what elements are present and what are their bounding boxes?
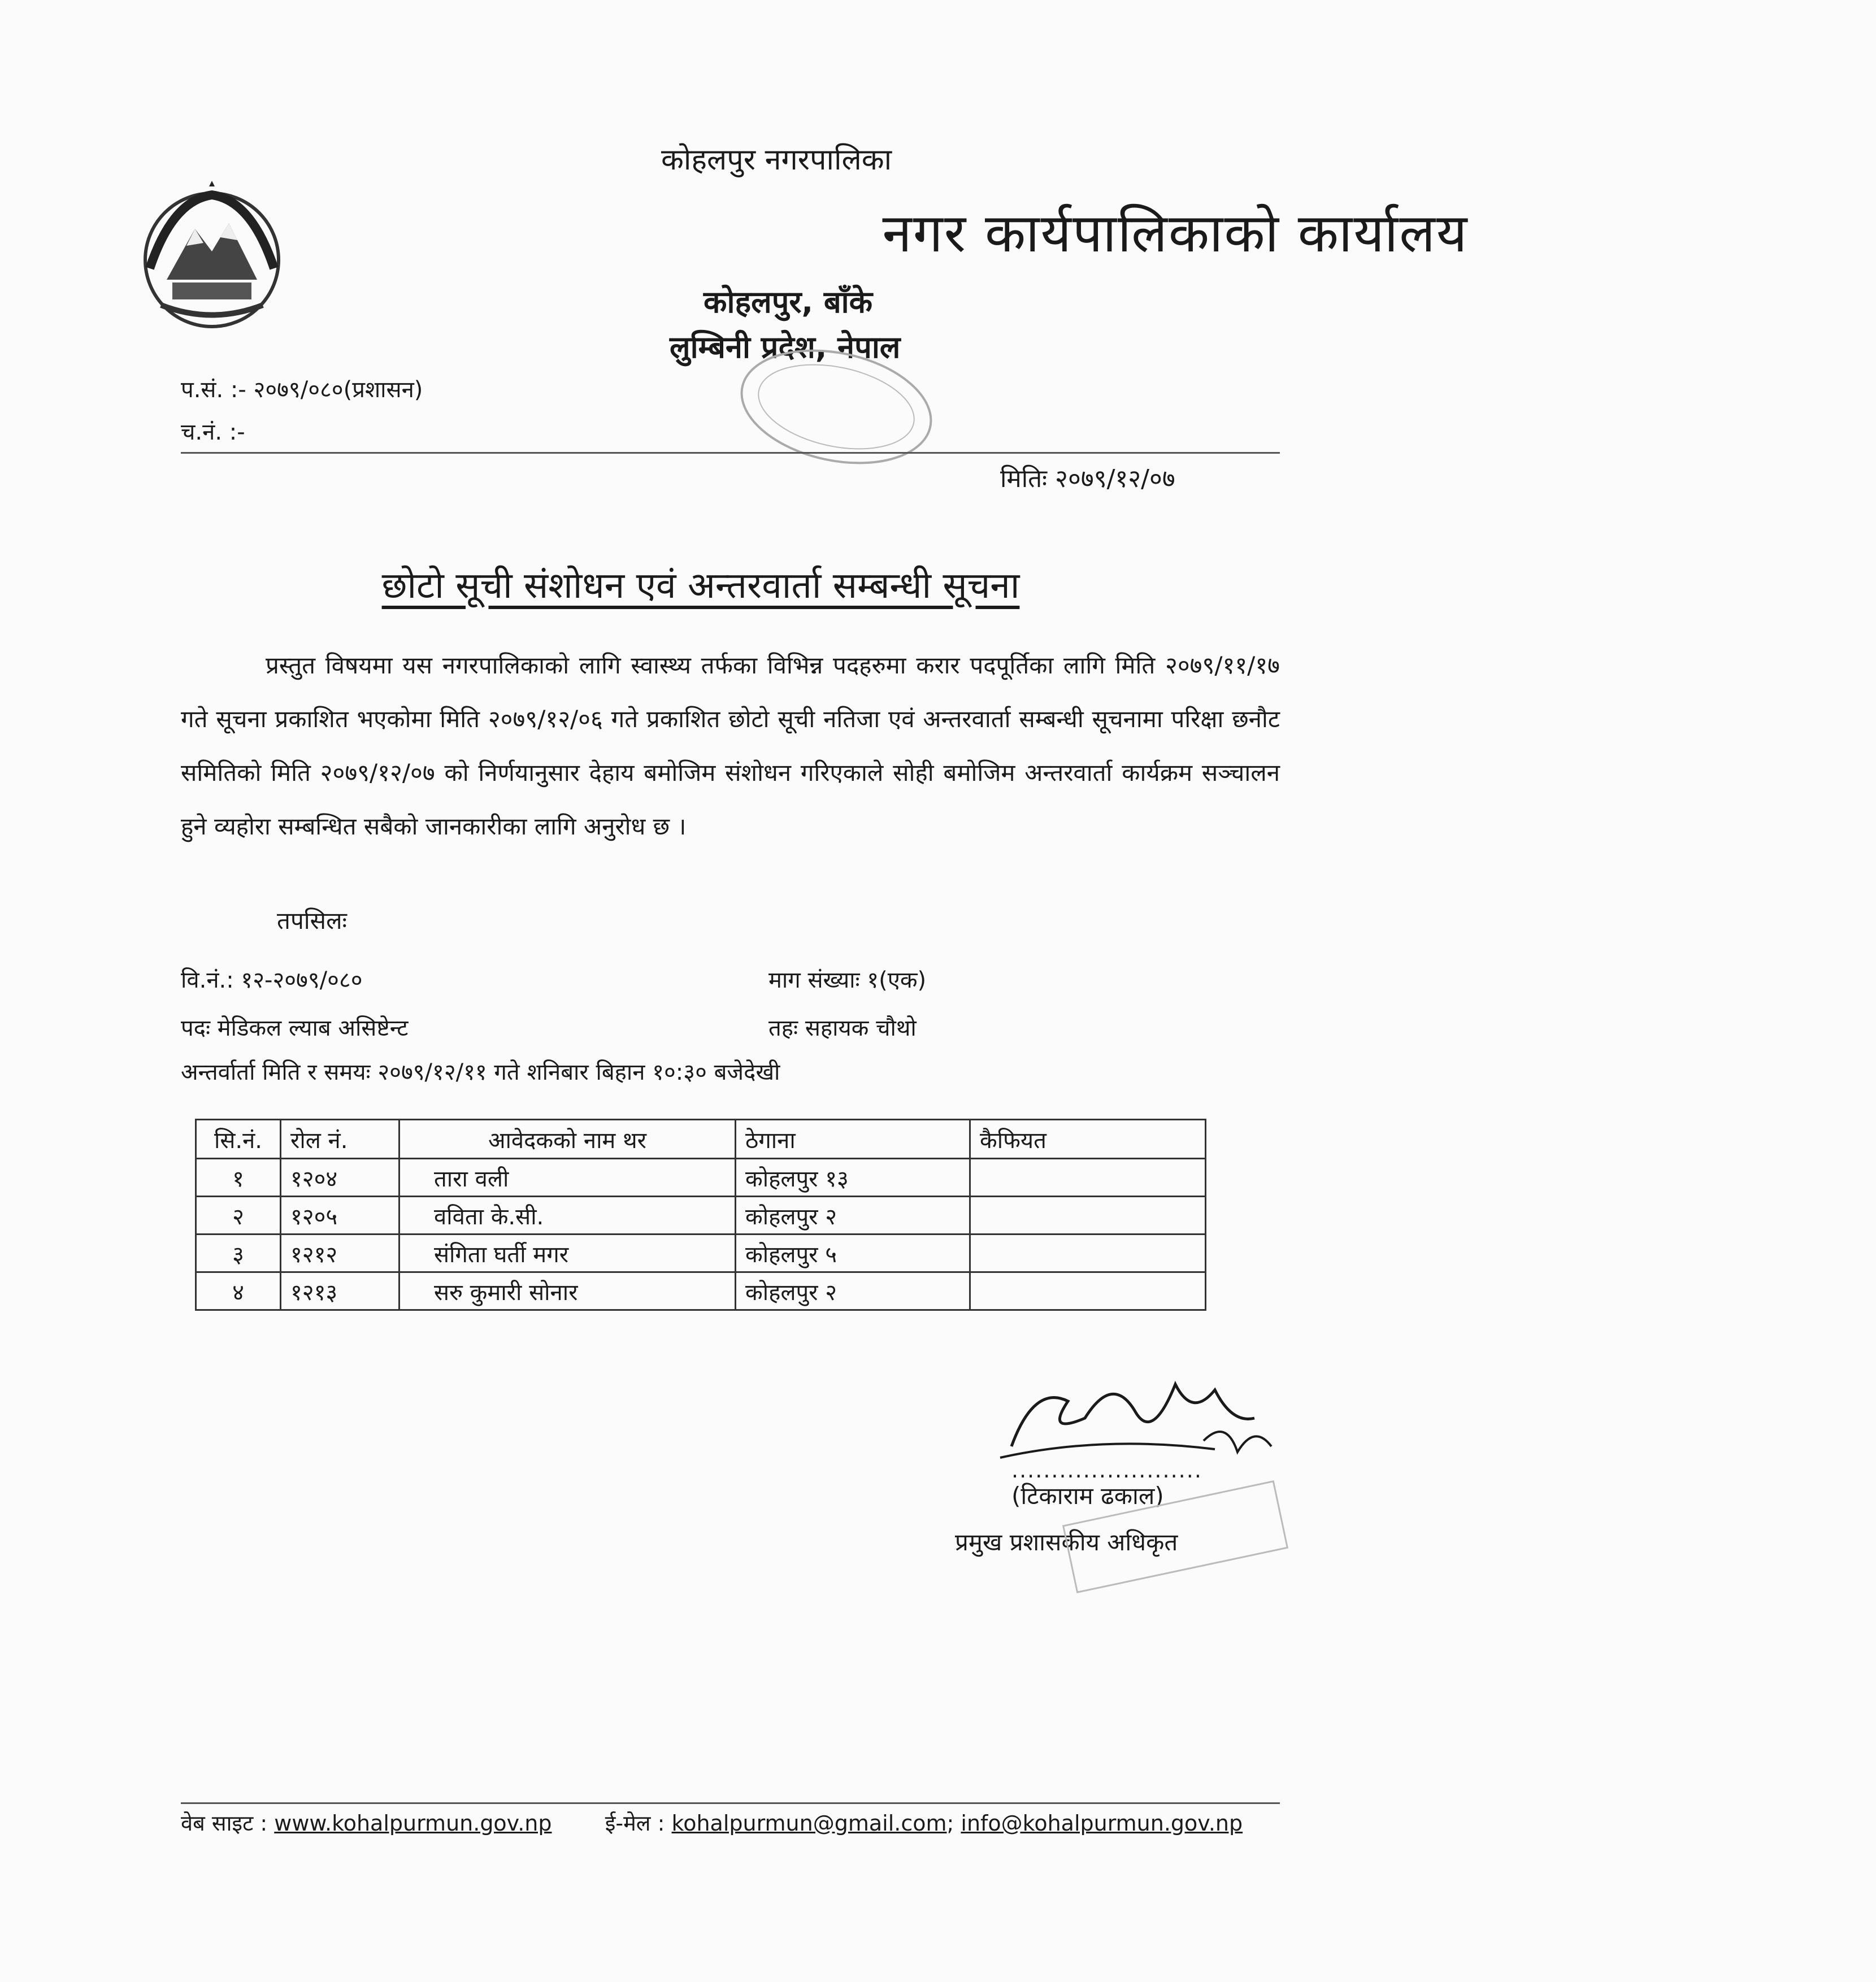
cell-serial: १ [196, 1159, 281, 1197]
cell-name: वविता के.सी. [399, 1197, 736, 1235]
signature-dots: ........................ [1011, 1458, 1202, 1483]
cell-serial: २ [196, 1197, 281, 1235]
column-header: रोल नं. [281, 1120, 399, 1159]
cell-address: कोहलपुर २ [736, 1197, 970, 1235]
interview-schedule: अन्तर्वार्ता मिति र समयः २०७९/१२/११ गते शनिबार बिहान १०:३० बजेदेखी [181, 1059, 780, 1085]
cell-serial: ४ [196, 1272, 281, 1310]
table-row [196, 1235, 1206, 1272]
notice-body: प्रस्तुत विषयमा यस नगरपालिकाको लागि स्वास्थ्य तर्फका विभिन्न पदहरुमा करार पदपूर्तिका लागि मिति २०७९/११/१७ गते सूचना प्रकाशित भएकोमा मिति २०७९/१२/०६ गते प्रकाशित छोटो सूची नतिजा एवं अन्तरवार्ता सम्बन्धी सूचनामा परिक्षा छनौट समितिको मिति २०७९/१२/०७ को निर्णयानुसार देहाय बमोजिम संशोधन गरिएकाले सोही बमोजिम अन्तरवार्ता कार्यक्रम सञ्चालन हुने व्यहोरा सम्बन्धित सबैको जानकारीका लागि अनुरोध छ । [181, 651, 1280, 840]
post-name: पदः मेडिकल ल्याब असिष्टेन्ट [181, 1015, 409, 1041]
cell-address: कोहलपुर १३ [736, 1159, 970, 1197]
handwritten-signature [989, 1350, 1283, 1483]
candidate-table [195, 1119, 1206, 1311]
table-header-row [196, 1120, 1206, 1159]
cell-remarks [970, 1235, 1206, 1272]
footer [181, 1808, 1243, 1837]
office-title: नगर कार्यपालिकाको कार्यालय [882, 203, 1469, 264]
demand-count: माग संख्याः १(एक) [768, 967, 927, 993]
address-line-1: कोहलपुर, बाँके [704, 284, 873, 320]
email-link-1[interactable]: kohalpurmun@gmail.com [671, 1811, 947, 1836]
post-level: तहः सहायक चौथो [768, 1015, 917, 1041]
table-row [196, 1197, 1206, 1235]
cell-roll: १२०४ [281, 1159, 399, 1197]
signer-title: प्रमुख प्रशासकीय अधिकृत [955, 1528, 1178, 1556]
address-line-2: लुम्बिनी प्रदेश, नेपाल [670, 329, 901, 365]
nepal-emblem-logo [133, 184, 291, 333]
notice-subject: छोटो सूची संशोधन एवं अन्तरवार्ता सम्बन्धी सूचना [381, 565, 1020, 607]
cell-serial: ३ [196, 1235, 281, 1272]
advertisement-number: वि.नं.: १२-२०७९/०८० [181, 967, 363, 993]
notice-date: मितिः २०७९/१२/०७ [1000, 464, 1175, 493]
email-separator: ; [946, 1811, 954, 1836]
email-link-2[interactable]: info@kohalpurmun.gov.np [961, 1811, 1243, 1836]
column-header: कैफियत [970, 1120, 1206, 1159]
municipality-name: कोहलपुर नगरपालिका [661, 143, 892, 177]
reference-number: प.सं. :- २०७९/०८०(प्रशासन) [181, 377, 423, 403]
table-row [196, 1159, 1206, 1197]
signer-name: (टिकाराम ढकाल) [1011, 1482, 1164, 1510]
cell-name: सरु कुमारी सोनार [399, 1272, 736, 1310]
cell-address: कोहलपुर २ [736, 1272, 970, 1310]
column-header: ठेगाना [736, 1120, 970, 1159]
website-label: वेब साइट : [181, 1811, 268, 1836]
details-heading: तपसिलः [277, 907, 348, 935]
cell-roll: १२१३ [281, 1272, 399, 1310]
email-label: ई-मेल : [605, 1811, 665, 1836]
cell-roll: १२१२ [281, 1235, 399, 1272]
cell-remarks [970, 1197, 1206, 1235]
table-row [196, 1272, 1206, 1310]
cell-name: संगिता घर्ती मगर [399, 1235, 736, 1272]
dispatch-number: च.नं. :- [181, 419, 245, 445]
column-header: सि.नं. [196, 1120, 281, 1159]
footer-divider [181, 1802, 1280, 1804]
cell-remarks [970, 1272, 1206, 1310]
column-header: आवेदकको नाम थर [399, 1120, 736, 1159]
cell-remarks [970, 1159, 1206, 1197]
website-link[interactable]: www.kohalpurmun.gov.np [274, 1811, 552, 1836]
cell-name: तारा वली [399, 1159, 736, 1197]
cell-address: कोहलपुर ५ [736, 1235, 970, 1272]
cell-roll: १२०५ [281, 1197, 399, 1235]
signer-stamp [1062, 1492, 1300, 1596]
header-divider [181, 452, 1280, 454]
